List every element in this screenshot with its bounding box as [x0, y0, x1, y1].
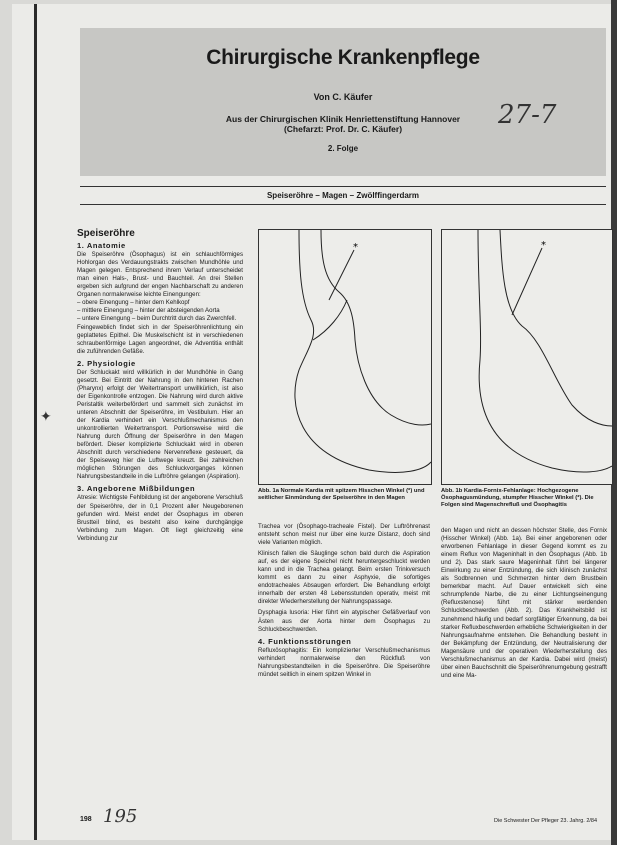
anatomy-list-item: – obere Einengung – hinter dem Kehlkopf	[77, 299, 190, 307]
his-angle-star: *	[541, 240, 546, 251]
figure-1a-caption: Abb. 1a Normale Kardia mit spitzem Hisschen Winkel (*) und seitlicher Einmündung der Speiseröhre in den Magen	[258, 488, 425, 501]
topic-rule-bottom	[80, 204, 606, 205]
subheading-physiology: 2. Physiologie	[77, 358, 136, 368]
margin-mark: ✦	[40, 408, 52, 424]
subheading-anatomy: 1. Anatomie	[77, 241, 126, 251]
dysphagia-text: Dysphagia lusoria: Hier führt ein atypischer Gefäßverlauf von Ästen aus der Aorta hinter dem Ösophagus zu Schluckbeschwerden.	[258, 609, 430, 633]
normal-cardia-diagram	[259, 230, 431, 484]
column-1	[77, 230, 243, 543]
article-title: Chirurgische Krankenpflege	[206, 46, 480, 69]
institution-name: Aus der Chirurgischen Klinik Henriettenstiftung Hannover	[225, 114, 461, 124]
figure-1a	[258, 229, 432, 485]
subheading-malformations: 3. Angeborene Mißbildungen	[77, 484, 196, 494]
anatomy-list-item: – mittlere Einengung – hinter der absteigenden Aorta	[77, 307, 220, 315]
binding-edge	[34, 4, 37, 840]
article-header	[80, 28, 606, 176]
subheading-functional-disorders: 4. Funktionsstörungen	[258, 636, 352, 646]
author-byline: Von C. Käufer	[313, 92, 373, 102]
column-3	[441, 527, 607, 680]
reflux-continuation-text: den Magen und nicht an dessen höchster Stelle, des Fornix (Hisscher Winkel) (Abb. 1a). Bei einer angeborenen oder erworbenen Fehlanlage in dieser Gegend kommt es zu einem Reflux von Mageninhalt in den Ösophagus (Abb. 1b und 2). Das stark saure Mageninhalt führt bei längerer Einwirkung zu einer Entzündung, die sich klinisch zunächst als Sodbrennen und Schmerzen hinter dem Brustbein bemerkbar macht. Auf Dauer entwickelt sich eine schrumpfende Narbe, die zu einer Lichtungseinengung (Refluxstenose) führt mit stärker werdenden Schluckbeschwerden (Abb. 2). Das Krankheitsbild ist zunehmend häufig und bedarf sorgfältiger Erkennung, da bei starker Refluxbeschwerden erhebliche Schwierigkeiten in der Nahrungsaufnahme entstehen. Die Behandlung besteht in der Bekämpfung der Entzündung, der Neutralisierung der Magensäure und der operativen Wiederherstellung des Verschlußmechanismus an der Kardia. Dabei wird (meist) über einen Bauchschnitt die Speiseröhrenumgebung gestrafft und eine Ma-	[441, 527, 607, 679]
page-number: 198	[80, 816, 92, 823]
chief-physician: (Chefarzt: Prof. Dr. C. Käufer)	[283, 124, 403, 134]
his-angle-star: *	[353, 242, 358, 253]
fistula-text: Trachea vor (Ösophago-tracheale Fistel). Der Luftröhrenast entsteht schon meist nur über eine kurze Distanz, doch sind viele Varianten möglich.	[258, 523, 430, 547]
anatomy-list-item: – untere Einengung – beim Durchtritt durch das Zwerchfell.	[77, 315, 237, 323]
column-2	[258, 523, 430, 679]
cardia-fornix-malformation-diagram	[442, 230, 612, 484]
reflux-text: Refluxösophagitis: Ein komplizierter Verschlußmechanismus verhindert normalerweise den Rückfluß von Nahrungsbestandteilen in die Speiseröhre. Die Speiseröhre mündet seitlich in einem spitzen Winkel in	[258, 646, 430, 678]
series-part: 2. Folge	[327, 144, 359, 153]
journal-reference: Die Schwester Der Pfleger 23. Jahrg. 2/84	[494, 818, 598, 824]
physiology-text: Der Schluckakt wird willkürlich in der Mundhöhle in Gang gesetzt. Bei Eintritt der Nahrung in den hinteren Rachen (Pharynx) erfolgt der Weitertransport unwillkürlich, ist also der Eigenkontrolle entzogen. Die Nahrung wird durch aktive Peristaltik weiterbefördert und sammelt sich zunächst im unteren Abschnitt der Speiseröhre, im Vestibulum. Hier an der Kardia verhindert ein Verschlußmechanismus den unkontrollierten Weitertransport. Portionsweise wird die Nahrung durch Öffnung der Speiseröhre in den Magen befördert. Dieser komplizierte Schluckakt wird in oberen Abschnitt durch verschiedene Nervenreflexe gesteuert, da der Speiseweg hier die Luftwege kreuzt. Bei zahlreichen möglichen Störungen des Schluckvorganges können Nahrungsbestandteile in die Luftröhre gelangen (Aspiration).	[77, 368, 243, 481]
topic-rule-top	[80, 186, 606, 187]
figure-1b-caption: Abb. 1b Kardia-Fornix-Fehlanlage: Hochgezogene Ösophagusmündung, stumpfer Hisscher Winkel (*). Die Folgen sind Magenschrefluß und Ösophagitis	[441, 488, 594, 508]
figure-1b	[441, 229, 613, 485]
anatomy-text: Die Speiseröhre (Ösophagus) ist ein schlauchförmiges Hohlorgan des Verdauungstrakts zwischen Mundhöhle und Magen gelegen. Entsprechend ihrem Verlauf unterscheidet man einen Hals-, Brust- und Bauchteil. An drei Stellen ergeben sich aufgrund der engen Nachbarschaft zu anderen Organen normalerweise leichte Einengungen:	[77, 251, 243, 299]
handwritten-page-number: 195	[103, 806, 138, 827]
handwritten-note: 27-7	[498, 100, 557, 130]
clinical-text: Klinisch fallen die Säuglinge schon bald durch die Aspiration auf, es der eigene Speichel nicht heruntergeschluckt werden kann und in die Trachea gelangt. Beim ersten Trinkversuch kommt es dann zu einer Asphyxie, die sofortiges endotracheales Absaugen erfordert. Die Behandlung erfolgt innerhalb der ersten 48 Lebensstunden operativ, meist mit direkter Wiederherstellung der Nahrungspassage.	[258, 550, 430, 606]
topic-line: Speiseröhre – Magen – Zwölffingerdarm	[266, 191, 420, 200]
section-heading: Speiseröhre	[77, 228, 135, 239]
anatomy-text-2: Feingeweblich findet sich in der Speiseröhrenlichtung ein geplattetes Epithel. Die Muskelschicht ist in verschiedenen schraubenförmige Lagen angeordnet, die Adventitia enthält die zuführenden Gefäße.	[77, 323, 243, 355]
malformations-text: Atresie: Wichtigste Fehlbildung ist der angeborene Verschluß der Speiseröhre, der in 0,1 Prozent aller Neugeborenen gefunden wird. Meist endet der Ösophagus im oberen Brustteil blind, es besteht also keine durchgängige Verbindung zum Magen. Oft liegt gleichzeitig eine Verbindung zur	[77, 494, 243, 542]
